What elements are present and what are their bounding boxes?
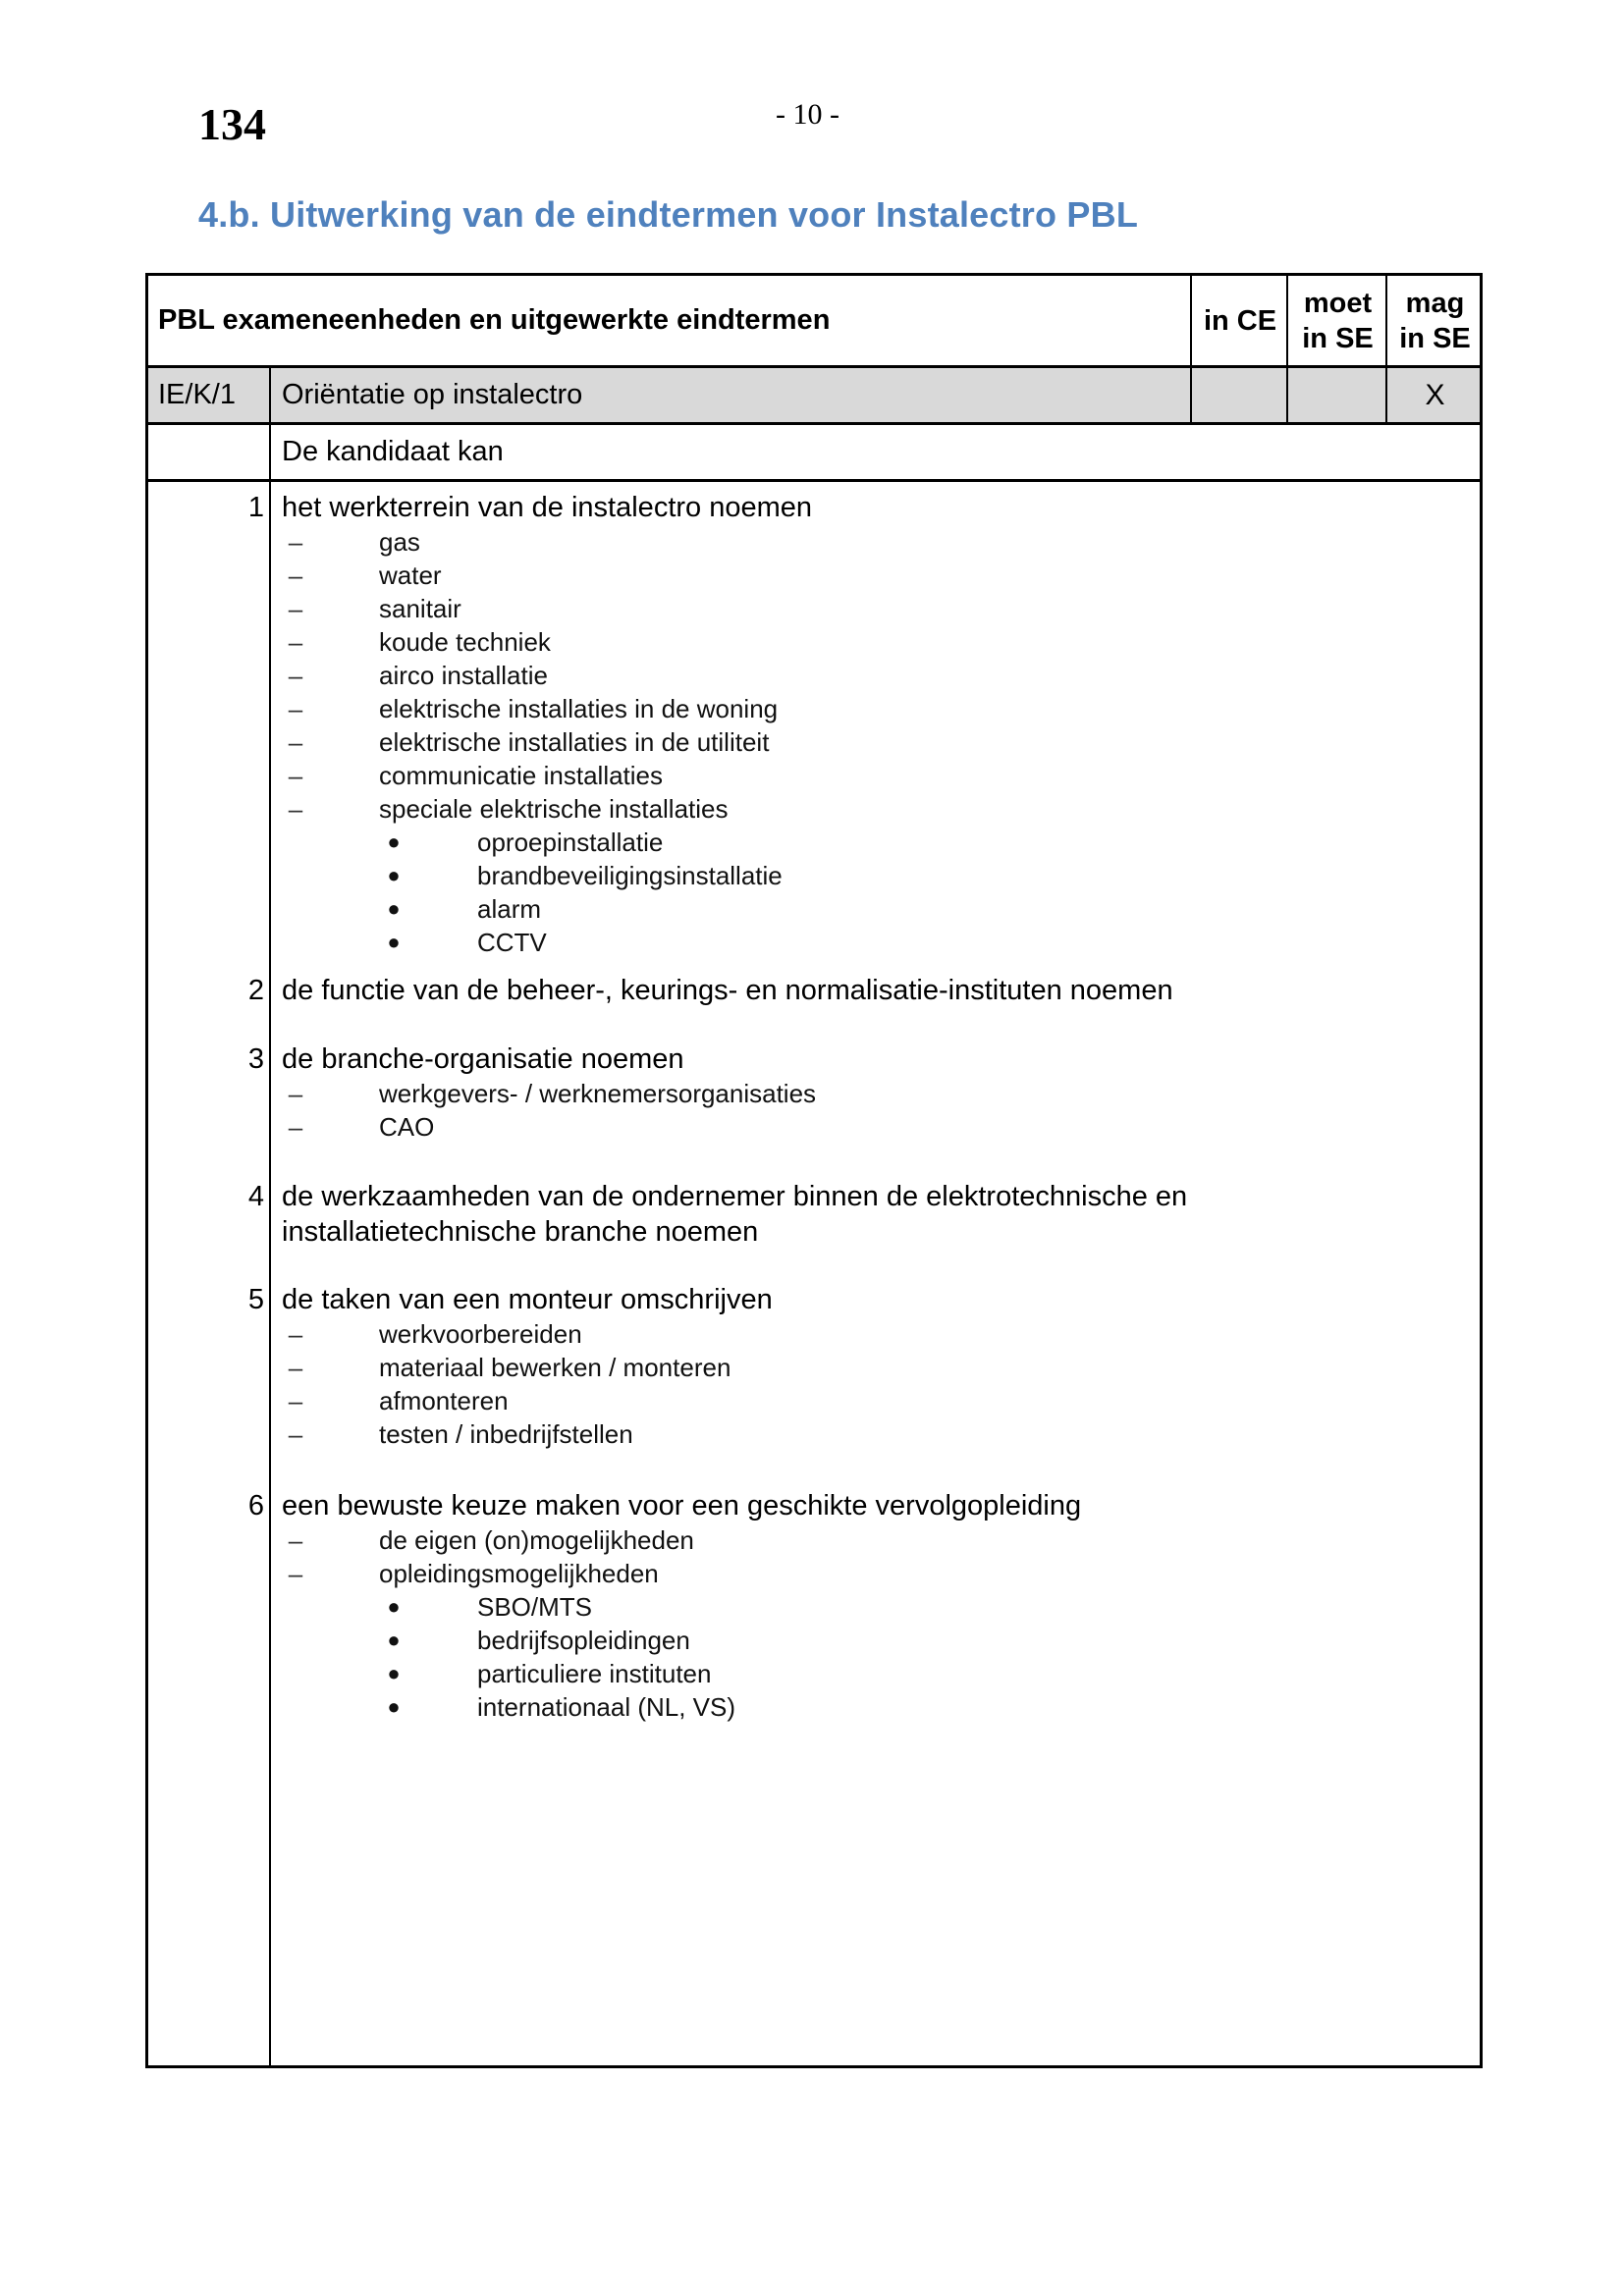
- sub-item-text: werkvoorbereiden: [379, 1319, 582, 1349]
- header-moet-in-se: [1288, 276, 1387, 365]
- bullet-icon: ●: [387, 1694, 401, 1719]
- dash-marker-icon: –: [288, 594, 303, 623]
- unit-row: [148, 368, 1480, 425]
- sub-item: [288, 1384, 509, 1417]
- sub-item: [288, 559, 442, 592]
- unit-moet-in-se: [1288, 368, 1387, 422]
- dash-marker-icon: –: [288, 1112, 303, 1142]
- sub-item: [288, 1557, 659, 1590]
- page-folio: - 10 -: [776, 98, 839, 131]
- header-mag-line1: mag: [1405, 287, 1465, 319]
- bullet-item-text: particuliere instituten: [477, 1659, 712, 1688]
- sub-item: [288, 725, 770, 759]
- column-divider: [269, 482, 271, 2065]
- header-mag-line2: in SE: [1399, 322, 1471, 354]
- bullet-icon: ●: [387, 829, 401, 854]
- objective-number: 5: [247, 1284, 264, 1315]
- bullet-item: [387, 1657, 712, 1690]
- sub-item-text: testen / inbedrijfstellen: [379, 1419, 633, 1449]
- sub-item: [288, 1417, 633, 1451]
- sub-item: [288, 525, 420, 559]
- sub-item: [288, 792, 729, 826]
- sub-item-text: opleidingsmogelijkheden: [379, 1559, 659, 1588]
- dash-marker-icon: –: [288, 527, 303, 557]
- bullet-item-text: bedrijfsopleidingen: [477, 1626, 690, 1655]
- bullet-item: [387, 1590, 593, 1624]
- header-in-ce: in CE: [1203, 304, 1277, 337]
- sub-item-text: CAO: [379, 1112, 435, 1142]
- objective-text: de taken van een monteur omschrijven: [282, 1284, 773, 1315]
- bullet-icon: ●: [387, 863, 401, 887]
- table-header-row: [148, 276, 1480, 368]
- objective-text: een bewuste keuze maken voor een geschikte vervolgopleiding: [282, 1490, 1082, 1522]
- bullet-item-text: SBO/MTS: [477, 1592, 593, 1622]
- bullet-item-text: brandbeveiligingsinstallatie: [477, 861, 783, 890]
- dash-marker-icon: –: [288, 627, 303, 657]
- sub-item: [288, 1351, 731, 1384]
- dash-marker-icon: –: [288, 1353, 303, 1382]
- sub-item: [288, 1077, 817, 1110]
- sub-item: [288, 659, 548, 692]
- bullet-item: [387, 859, 783, 892]
- bullet-item-text: CCTV: [477, 928, 547, 957]
- bullet-icon: ●: [387, 896, 401, 921]
- sub-item: [288, 1110, 435, 1144]
- bullet-icon: ●: [387, 1628, 401, 1652]
- objective-text: de functie van de beheer-, keurings- en normalisatie-instituten noemen: [282, 975, 1173, 1006]
- sub-item-text: werkgevers- / werknemersorganisaties: [379, 1079, 817, 1108]
- sub-item-text: communicatie installaties: [379, 761, 664, 790]
- sub-item: [288, 1523, 694, 1557]
- dash-marker-icon: –: [288, 561, 303, 590]
- sub-item-text: materiaal bewerken / monteren: [379, 1353, 731, 1382]
- dash-marker-icon: –: [288, 661, 303, 690]
- dash-marker-icon: –: [288, 1386, 303, 1415]
- bullet-icon: ●: [387, 930, 401, 954]
- sub-item-text: elektrische installaties in de woning: [379, 694, 779, 723]
- bullet-icon: ●: [387, 1594, 401, 1619]
- page-number: 134: [198, 99, 266, 149]
- eindtermen-table: [145, 273, 1483, 2068]
- sub-item: [288, 592, 461, 625]
- column-divider: [269, 368, 271, 422]
- sub-item: [288, 1317, 582, 1351]
- section-title: 4.b. Uitwerking van de eindtermen voor Instalectro PBL: [198, 194, 1139, 235]
- dash-marker-icon: –: [288, 1419, 303, 1449]
- sub-item-text: speciale elektrische installaties: [379, 794, 729, 824]
- bullet-item: [387, 1624, 690, 1657]
- header-moet-line2: in SE: [1302, 322, 1374, 354]
- dash-marker-icon: –: [288, 694, 303, 723]
- header-moet-line1: moet: [1303, 287, 1373, 319]
- unit-name: Oriëntatie op instalectro: [282, 379, 583, 410]
- sub-item-text: elektrische installaties in de utiliteit: [379, 727, 770, 757]
- objective-text: het werkterrein van de instalectro noemen: [282, 492, 813, 523]
- bullet-item-text: alarm: [477, 894, 542, 924]
- column-divider: [269, 425, 271, 479]
- candidate-intro: De kandidaat kan: [282, 436, 504, 467]
- objective-number: 2: [247, 975, 264, 1006]
- unit-mag-in-se: X: [1425, 378, 1445, 411]
- sub-item-text: afmonteren: [379, 1386, 509, 1415]
- sub-item: [288, 759, 664, 792]
- objective-number: 4: [247, 1181, 264, 1212]
- unit-code: IE/K/1: [158, 379, 236, 410]
- header-main-label: PBL exameneenheden en uitgewerkte eindtermen: [158, 304, 831, 336]
- sub-item: [288, 692, 779, 725]
- dash-marker-icon: –: [288, 1319, 303, 1349]
- sub-item-text: airco installatie: [379, 661, 548, 690]
- dash-marker-icon: –: [288, 794, 303, 824]
- sub-item-text: gas: [379, 527, 420, 557]
- unit-in-ce: [1192, 368, 1288, 422]
- objective-text: de branche-organisatie noemen: [282, 1043, 684, 1075]
- sub-item-text: sanitair: [379, 594, 461, 623]
- bullet-icon: ●: [387, 1661, 401, 1685]
- candidate-intro-row: [148, 425, 1480, 482]
- sub-item: [288, 625, 551, 659]
- bullet-item-text: internationaal (NL, VS): [477, 1692, 736, 1722]
- dash-marker-icon: –: [288, 1079, 303, 1108]
- sub-item-text: de eigen (on)mogelijkheden: [379, 1525, 694, 1555]
- dash-marker-icon: –: [288, 1525, 303, 1555]
- dash-marker-icon: –: [288, 761, 303, 790]
- bullet-item: [387, 826, 664, 859]
- sub-item-text: water: [379, 561, 442, 590]
- objective-text: de werkzaamheden van de ondernemer binnen de elektrotechnische en installatietechnische branche noemen: [282, 1181, 1188, 1248]
- dash-marker-icon: –: [288, 1559, 303, 1588]
- objective-number: 1: [247, 492, 264, 523]
- bullet-item: [387, 892, 542, 926]
- sub-item-text: koude techniek: [379, 627, 551, 657]
- objective-number: 6: [247, 1490, 264, 1522]
- bullet-item: [387, 1690, 736, 1724]
- dash-marker-icon: –: [288, 727, 303, 757]
- bullet-item-text: oproepinstallatie: [477, 828, 664, 857]
- header-mag-in-se: [1387, 276, 1483, 365]
- objective-number: 3: [247, 1043, 264, 1075]
- bullet-item: [387, 926, 547, 959]
